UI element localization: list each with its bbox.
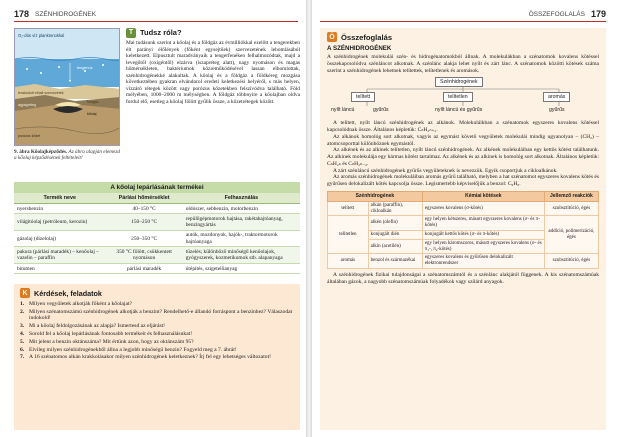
fraction-table [14, 193, 300, 274]
oil-formation-svg [15, 29, 120, 146]
question-number: 5. [20, 338, 25, 345]
diagram-leaf: gyűrűs [373, 107, 389, 114]
cell-usage: oldószer, sebbenzin, motorbenzin [183, 204, 300, 214]
did-you-know-title-row [126, 28, 300, 38]
table-row [14, 214, 300, 231]
oil-formation-figure [14, 28, 120, 174]
cell-bonds: egyszeres kovalens (σ-kötés) [422, 201, 544, 216]
cell-usage: útépítés, szigetelőanyag [183, 264, 300, 274]
summary-alkanes: A telített, nyílt láncú szénhidrogének az alkánok. Molekuláikban a szénatomok egyszeres kovalens kötéssel kapcsolódnak össze. Általános képletük: CₙH₂ₙ₊₂. [327, 120, 599, 133]
table-header-row [328, 191, 599, 201]
header-hydrocarbons: Szénhidrogének [328, 191, 423, 201]
question-number: 6. [20, 346, 25, 353]
cell-type: benzol és származékai [368, 254, 422, 269]
label-sedimentation: lerakódott elhalt szervezetek [18, 91, 64, 95]
table-row [14, 264, 300, 274]
running-head-text-right: ÖSSZEFOGLALÁS [528, 10, 585, 18]
questions-badge-icon: K [20, 288, 30, 298]
question-number: 3. [20, 323, 25, 330]
figure-caption [14, 149, 120, 161]
cell-temperature: 150–250 °C [106, 214, 183, 231]
summary-aromatic: Az aromás szénhidrogének molekuláiban aromás gyűrű található, melyben a hat szénatomot egyszeres kovalens kötés és gyűrűsen delokalizált kötés kapcsolja össze. Legismertebb képviselőjük a benzol: C₆H₆. [327, 174, 599, 187]
table-row [14, 230, 300, 247]
left-page [0, 0, 306, 437]
diagram-node-aromatic: aromás [543, 92, 570, 102]
cell-bonds: egyszeres kovalens és gyűrűsen delokalizált elektronrendszer [422, 254, 544, 269]
diagram-leaf: gyűrűs [549, 107, 565, 114]
list-item [20, 323, 294, 330]
cell-temperature: 250–350 °C [106, 230, 183, 247]
table-row [14, 247, 300, 264]
questions-list [20, 301, 294, 361]
questions-title: Kérdések, feladatok [34, 288, 102, 298]
header-bonds: Kémiai kötések [422, 191, 544, 201]
summary-homolog: Az alkánok homológ sort alkotnak, vagyis az egymást követő vegyületek molekulái mindig ugyanolyan – (CH₂) – atomcsoporttal különböznek egymástól. [327, 133, 599, 147]
cell-class: telített [328, 201, 369, 216]
header-reactions: Jellemző reakciók [544, 191, 598, 201]
right-page [312, 0, 620, 437]
summary-box [320, 28, 606, 430]
header-temperature: Párlási hőmérséklet [106, 193, 183, 204]
oil-formation-illustration [14, 28, 120, 146]
cell-class: aromás [328, 254, 369, 269]
label-plankton: O₂-dús víz planktonokkal [18, 33, 65, 38]
cell-product: pakura (párlási maradék) – kenőolaj – vazelin – paraffin [14, 247, 106, 264]
label-sea: tengervíz [77, 66, 93, 70]
summary-cyclo: A zárt szénláncú szénhidrogének gyűrűs vegyületeknek is nevezzük. Egyik csoportjuk a cikloalkánok. [333, 167, 558, 174]
table-row [328, 254, 599, 269]
cell-product: világítóolaj (petróleum, kerozin) [14, 214, 106, 231]
table-row [328, 216, 599, 231]
list-item [20, 339, 294, 346]
cell-reactions: szubsztitúció, égés [544, 201, 598, 216]
cell-bonds: egy helyen háromszoros, másutt egyszeres kovalens (σ- és π₁-, π₂-kötés) [422, 239, 544, 254]
page-number-right: 179 [590, 9, 606, 19]
table-caption: A kőolaj lepárlásának termékei [14, 182, 300, 193]
questions-title-row [20, 288, 294, 298]
summary-intro: A szénhidrogének molekulái szén- és hidrogénatomokból állnak. A molekulákban a szénatomok kovalens kötéssel összekapcsolódva szénláncot alkotnak. A szénlánc alakja lehet nyílt és zárt lánc. A szénatomok közötti kötések száma szerint a szénhidrogének lehetnek telítettek, telítetlenek és aromások. [327, 54, 599, 74]
question-text: Milyen szénatomszámú szénhidrogének alkotják a benzint? Rendelhető-e állandó forráspont a benzinhez? Válaszodat indokold! [29, 308, 293, 322]
summary-table [327, 191, 599, 269]
cell-type: alkén (olefin) [368, 216, 422, 231]
list-item [20, 309, 294, 322]
cell-type: alkin (acetilén) [368, 239, 422, 254]
cell-temperature: 350 °C fölött, csökkentett nyomáson [106, 247, 183, 264]
summary-title: Összefoglalás [341, 32, 393, 42]
cell-usage: repülőgépmotorok hajtása, rakétahajtóanyag, benzingyártás [183, 214, 300, 231]
label-reservoir: porózus kőzet [18, 134, 41, 138]
question-text: Sorold fel a kőolaj lepárlásának fontosabb termékeit és felhasználásukat! [29, 330, 193, 337]
list-item [20, 347, 294, 354]
table-header-row [14, 193, 300, 204]
header-product: Termék neve [14, 193, 106, 204]
cell-temperature: 40–150 °C [106, 204, 183, 214]
did-you-know-box [126, 28, 300, 174]
list-item [20, 331, 294, 338]
list-item [20, 354, 294, 361]
cell-type: alkán (paraffin), cikloalkán [368, 201, 422, 216]
label-gas: földgáz [87, 100, 99, 104]
header-usage: Felhasználás [183, 193, 300, 204]
cell-temperature: párlási maradék [106, 264, 183, 274]
classification-diagram [327, 76, 599, 118]
questions-box [14, 284, 300, 430]
label-oil: kőolaj [87, 112, 97, 116]
cell-reactions: szubsztitúció, égés [544, 254, 598, 269]
did-you-know-badge-icon: T [126, 28, 136, 38]
cell-bonds: egy helyen kétszeres, másutt egyszeres kovalens (σ- és π-kötés) [422, 216, 544, 231]
page-number-left: 178 [14, 9, 30, 19]
question-text: Elvileg milyen szénhidrogénekből állna a legjobb minőségű benzin? Fogyeld meg a 7. ábrát! [29, 346, 237, 353]
question-number: 4. [20, 330, 25, 337]
diagram-leaf: nyílt láncú [331, 107, 355, 114]
diagram-node-unsaturated: telítetlen [443, 92, 473, 102]
summary-alkenes: Az alkének és az alkinek telítetlen, nyílt láncú szénhidrogének. Az alkének molekuláiban egy kettős kötést találhatunk. Az alkinek molekulája egy hármas kötést tartalmaz. Az alkének és az alkinek is homológ sort alkotnak. Általános képletük: CₙH₂ₙ és CₙH₂ₙ₋₂. [327, 147, 599, 167]
did-you-know-title: Tudsz róla? [140, 27, 182, 37]
figure-title: Kőolajképződés. [30, 149, 68, 155]
cell-product: bitumen [14, 264, 106, 274]
table-row [328, 201, 599, 216]
table-row [14, 204, 300, 214]
running-head-text-left: SZÉNHIDROGÉNEK [35, 10, 97, 18]
question-number: 1. [20, 301, 25, 307]
figure-number: 9. ábra [14, 149, 30, 155]
did-you-know-text: Mai tudásunk szerint a kőolaj és a földgáz az évmilliókkal ezelőtt a tengerekben élt parányi élőlények (főként egysejtűek) szervezetének lebomlásából keletkezett. Elpusztult maradványaik a tengerfenéken felhalmozódtak, majd a levegőtől (oxigéntől) elzárva (iszapréteg alatt), nagy nyomáson és magas hőmérsékleten, baktériumok közreműködésével lassan elbomlottak, szénhidrogénekké alakultak. A kőolaj és a földgáz a földkéreg mozgása következtében gyakran elvándorol eredeti keletkezési helyéről, s más helyen, vízzáró rétegek között vagy porózus kőzetekben felszívódva található. Föld mélyében, 1000–2000 m mélységben. A földgáz többnyire a kőolajban oldva fordul elő, esetleg a kőolaj fölött gyűlik össze, a kőzetrétegek között. [126, 40, 300, 105]
diagram-leaf: nyílt láncú és gyűrűs [435, 107, 483, 114]
header-rule-right [320, 21, 606, 22]
cell-bonds: konjugált kettős kötés (σ- és π-kötés) [422, 230, 544, 239]
summary-physical: A szénhidrogének fizikai tulajdonságai a szénatomszámtól és a szénlánc alakjától függenek. A kis szénatomszámúak általában gázok, a nagyobb szénatomszámúak folyadékok vagy szilárd anyagok. [327, 271, 599, 285]
question-number: 2. [20, 308, 25, 315]
header-rule-left [14, 21, 298, 22]
cell-usage: autók, mozdonyok, hajók-, traktormotorok hajtóanyaga [183, 230, 300, 247]
cell-type: konjugált dién [368, 230, 422, 239]
summary-title-row [327, 32, 599, 42]
diagram-root: Szénhidrogének [435, 77, 483, 87]
figure-task: Az ábra alapján elemezd a kőolaj képződésének feltételeit! [14, 149, 120, 162]
cell-reactions: addíció, polimerizáció, égés [544, 216, 598, 254]
running-head-left [14, 8, 298, 20]
label-clay: agyagréteg [18, 103, 36, 107]
summary-subtitle: A SZÉNHIDROGÉNEK [327, 45, 392, 52]
question-text: Milyen vegyületek alkotják főként a kőolajat? [29, 301, 132, 307]
cell-product: nyersbenzin [14, 204, 106, 214]
distillation-products-table [14, 182, 300, 274]
cell-class: telítetlen [328, 216, 369, 254]
question-text: A 16 szénatomos alkán krakkolásakor milyen szénhidrogének keletkeznek? Írj fel egy lehetséges változatot! [29, 354, 271, 361]
summary-badge-icon: Ö [327, 32, 337, 42]
cell-product: gázolaj (dízelolaj) [14, 230, 106, 247]
diagram-node-saturated: telített [351, 92, 375, 102]
question-text: Mi a kőolaj feldolgozásának az alapja? Ismertesd az eljárást! [29, 323, 166, 330]
running-head-right [320, 8, 606, 20]
question-number: 7. [20, 354, 25, 361]
question-text: Mit jelent a benzin oktánszáma? Mit értünk azon, hogy az oktánszám 95? [29, 338, 194, 345]
list-item [20, 301, 294, 308]
cell-usage: tüzelés; különböző minőségű kenőolajok, gyógyszerek, kozmetikumok stb. alapanyaga [183, 247, 300, 264]
